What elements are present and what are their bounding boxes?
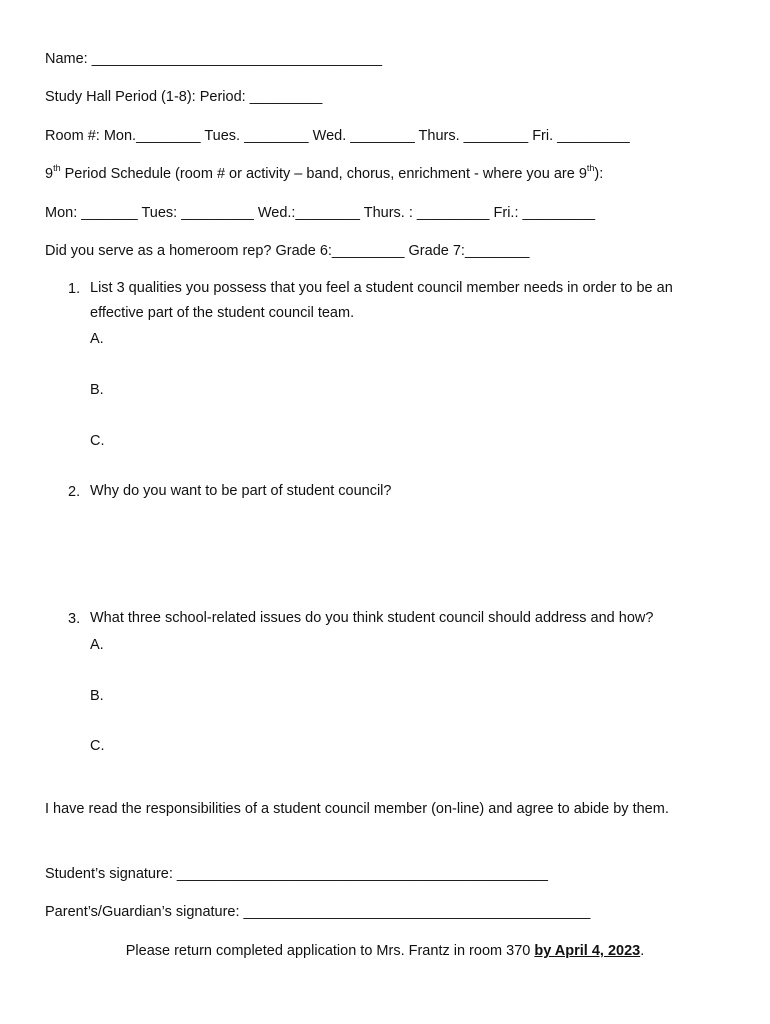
name-field: Name: ____________________________________ [45, 51, 383, 67]
question-2-text: Why do you want to be part of student council? [90, 483, 392, 499]
ninth-period-days-field: Mon: _______ Tues: _________ Wed.:________ Thurs. : _________ Fri.: _________ [45, 205, 596, 221]
room-number-field: Room #: Mon.________ Tues. ________ Wed. ________ Thurs. ________ Fri. _________ [45, 128, 630, 144]
ninth-period-heading: 9th Period Schedule (room # or activity – band, chorus, enrichment - where you are 9th): [45, 163, 604, 182]
deadline-date: by April 4, 2023 [534, 943, 641, 959]
question-1-item-b: B. [90, 382, 104, 398]
study-hall-field: Study Hall Period (1-8): Period: _________ [45, 89, 323, 105]
question-3-item-a: A. [90, 637, 104, 653]
question-1-text: List 3 qualities you possess that you feel a student council member needs in order to be an effective part of the student council team. [90, 280, 673, 321]
return-instructions: Please return completed application to Mrs. Frantz in room 370 by April 4, 2023. [125, 943, 645, 959]
question-3-number: 3. [68, 611, 81, 627]
question-1-number: 1. [68, 281, 81, 297]
student-signature-field: Student’s signature: ______________________________________________ [45, 866, 548, 882]
question-3-item-c: C. [90, 738, 105, 754]
agreement-statement: I have read the responsibilities of a student council member (on-line) and agree to abide by them. [45, 801, 669, 817]
question-2-number: 2. [68, 484, 81, 500]
question-1-item-a: A. [90, 331, 104, 347]
question-3-text: What three school-related issues do you think student council should address and how? [90, 610, 654, 626]
homeroom-rep-field: Did you serve as a homeroom rep? Grade 6:_________ Grade 7:________ [45, 243, 530, 259]
parent-signature-field: Parent’s/Guardian’s signature: ___________________________________________ [45, 904, 591, 920]
question-1-item-c: C. [90, 433, 105, 449]
question-3-item-b: B. [90, 688, 104, 704]
